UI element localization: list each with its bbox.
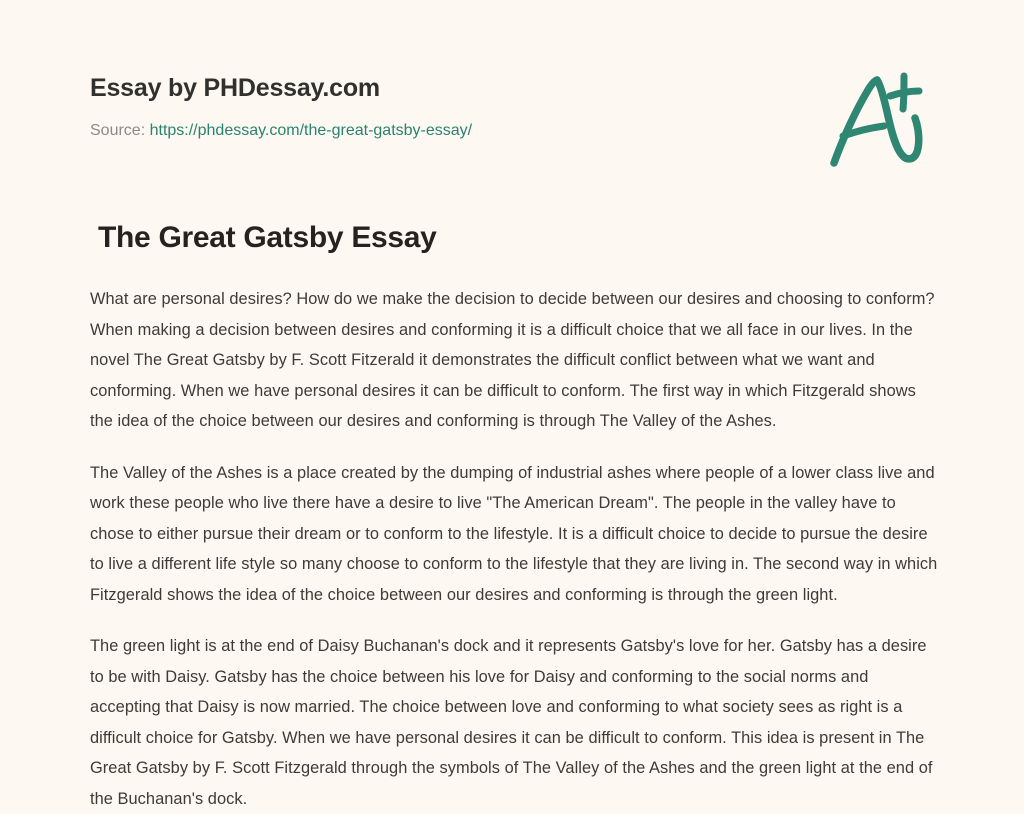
- source-label: Source:: [90, 122, 146, 139]
- aplus-logo-icon: [818, 66, 934, 174]
- source-url-link[interactable]: https://phdessay.com/the-great-gatsby-essay/: [149, 122, 473, 139]
- page-header: [0, 0, 1024, 196]
- source-line: [90, 120, 472, 142]
- essay-paragraphs: [90, 284, 938, 814]
- essay-paragraph: What are personal desires? How do we make the decision to decide between our desires and choosing to conform? When making a decision between desires and conforming it is a difficult choice that we all face in our lives. In the novel The Great Gatsby by F. Scott Fitzerald it demonstrates the difficult conflict between what we want and conforming. When we have personal desires it can be difficult to conform. The first way in which Fitzgerald shows the idea of the choice between our desires and conforming is through The Valley of the Ashes.: [90, 290, 935, 430]
- brand-title: Essay by PHDessay.com: [90, 74, 380, 102]
- aplus-logo-svg: [818, 66, 934, 174]
- article-body: [0, 196, 1024, 814]
- essay-paragraph: The Valley of the Ashes is a place created by the dumping of industrial ashes where people of a lower class live and work these people who live there have a desire to live "The American Dream". The people in the valley have to chose to either pursue their dream or to conform to the lifestyle. It is a difficult choice to decide to pursue the desire to live a different life style so many choose to conform to the lifestyle that they are living in. The second way in which Fitzgerald shows the idea of the choice between our desires and conforming is through the green light.: [90, 463, 938, 604]
- essay-paragraph: The green light is at the end of Daisy Buchanan's dock and it represents Gatsby's love for her. Gatsby has a desire to be with Daisy. Gatsby has the choice between his love for Daisy and conforming to the social norms and accepting that Daisy is now married. The choice between love and conforming to what society sees as right is a difficult choice for Gatsby. When we have personal desires it can be difficult to conform. This idea is present in The Great Gatsby by F. Scott Fitzgerald through the symbols of The Valley of the Ashes and the green light at the end of the Buchanan's dock.: [90, 637, 933, 808]
- page-title: The Great Gatsby Essay: [98, 221, 437, 254]
